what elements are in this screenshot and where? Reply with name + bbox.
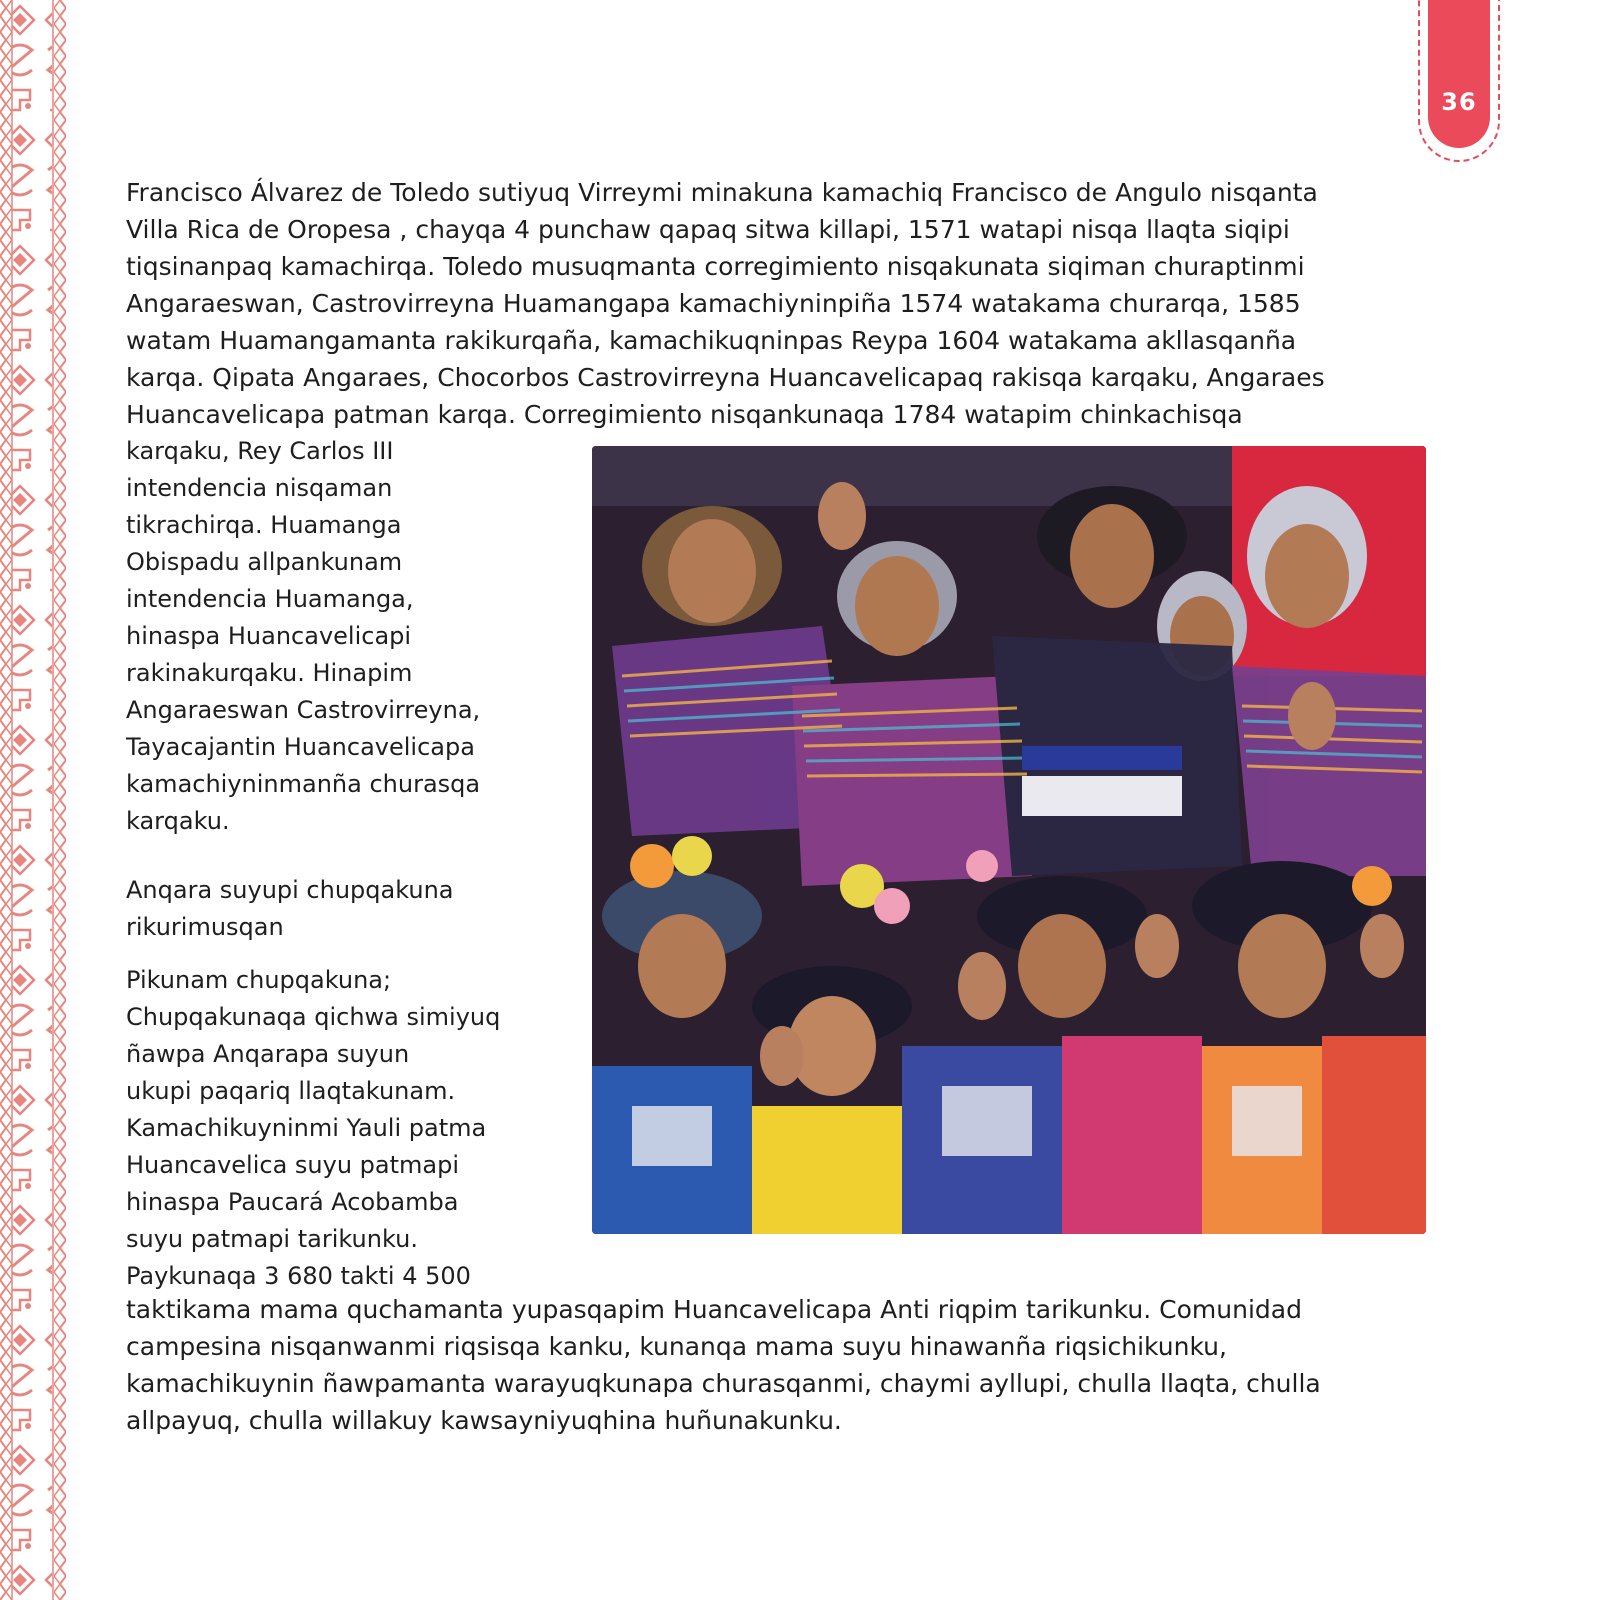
paragraph-line: suyu patmapi tarikunku. [126, 1225, 418, 1253]
paragraph-line: karqaku, Rey Carlos III [126, 437, 394, 465]
paragraph-line: tikrachirqa. Huamanga [126, 511, 402, 539]
paragraph-line: campesina nisqanwanmi riqsisqa kanku, kunanqa mama suyu hinawanña riqsichikunku, [126, 1332, 1227, 1361]
paragraph-line: Angaraeswan Castrovirreyna, [126, 696, 481, 724]
paragraph-line: Huancavelicapa patman karqa. Corregimiento nisqankunaqa 1784 watapim chinkachisqa [126, 400, 1243, 429]
paragraph-line: hinaspa Paucará Acobamba [126, 1188, 459, 1216]
paragraph-line: Huancavelica suyu patmapi [126, 1151, 460, 1179]
page-tab [1428, 0, 1490, 148]
page-number: 36 [1441, 88, 1477, 116]
photo-children-traditional-dress [592, 446, 1426, 1234]
paragraph-line: Francisco Álvarez de Toledo sutiyuq Virreymi minakuna kamachiq Francisco de Angulo nisqanta [126, 178, 1318, 207]
paragraph-line: kamachiyninmanña churasqa [126, 770, 481, 798]
paragraph-1 [126, 174, 1325, 433]
paragraph-line: intendencia Huamanga, [126, 585, 414, 613]
section-subtitle-text: Pikunam chupqakuna; [126, 966, 392, 994]
section-title-line: Anqara suyupi chupqakuna [126, 876, 454, 904]
decorative-border [0, 0, 68, 1600]
paragraph-line: taktikama mama quchamanta yupasqapim Huancavelicapa Anti riqpim tarikunku. Comunidad [126, 1295, 1302, 1324]
paragraph-line: hinaspa Huancavelicapi [126, 622, 412, 650]
photo-illustration [592, 446, 1426, 1234]
paragraph-line: Kamachikuyninmi Yauli patma [126, 1114, 487, 1142]
paragraph-line: tiqsinanpaq kamachirqa. Toledo musuqmanta corregimiento nisqakunata siqiman churaptinmi [126, 252, 1305, 281]
paragraph-line: watam Huamangamanta rakikurqaña, kamachikuqninpas Reypa 1604 watakama akllasqanña [126, 326, 1297, 355]
paragraph-line: ukupi paqariq llaqtakunam. [126, 1077, 456, 1105]
paragraph-line: Obispadu allpankunam [126, 548, 403, 576]
paragraph-line: intendencia nisqaman [126, 474, 393, 502]
section-title [126, 872, 454, 946]
paragraph-line: Tayacajantin Huancavelicapa [126, 733, 475, 761]
paragraph-2-column [126, 999, 500, 1295]
paragraph-1-column [126, 433, 480, 840]
paragraph-line: allpayuq, chulla willakuy kawsayniyuqhina huñunakunku. [126, 1406, 842, 1435]
section-subtitle [126, 962, 391, 999]
paragraph-line: Chupqakunaqa qichwa simiyuq [126, 1003, 501, 1031]
paragraph-line: rakinakurqaku. Hinapim [126, 659, 413, 687]
paragraph-line: karqa. Qipata Angaraes, Chocorbos Castrovirreyna Huancavelicapaq rakisqa karqaku, Angaraes [126, 363, 1325, 392]
paragraph-line: Villa Rica de Oropesa , chayqa 4 punchaw qapaq sitwa killapi, 1571 watapi nisqa llaqta siqipi [126, 215, 1290, 244]
paragraph-line: ñawpa Anqarapa suyun [126, 1040, 410, 1068]
paragraph-line: Angaraeswan, Castrovirreyna Huamangapa kamachiyninpiña 1574 watakama churarqa, 1585 [126, 289, 1301, 318]
paragraph-line: Paykunaqa 3 680 takti 4 500 [126, 1262, 471, 1290]
paragraph-line: kamachikuynin ñawpamanta warayuqkunapa churasqanmi, chaymi ayllupi, chulla llaqta, chulla [126, 1369, 1321, 1398]
paragraph-line: karqaku. [126, 807, 230, 835]
andean-textile-border-icon [0, 0, 68, 1600]
paragraph-2 [126, 1291, 1321, 1439]
section-title-line: rikurimusqan [126, 913, 284, 941]
